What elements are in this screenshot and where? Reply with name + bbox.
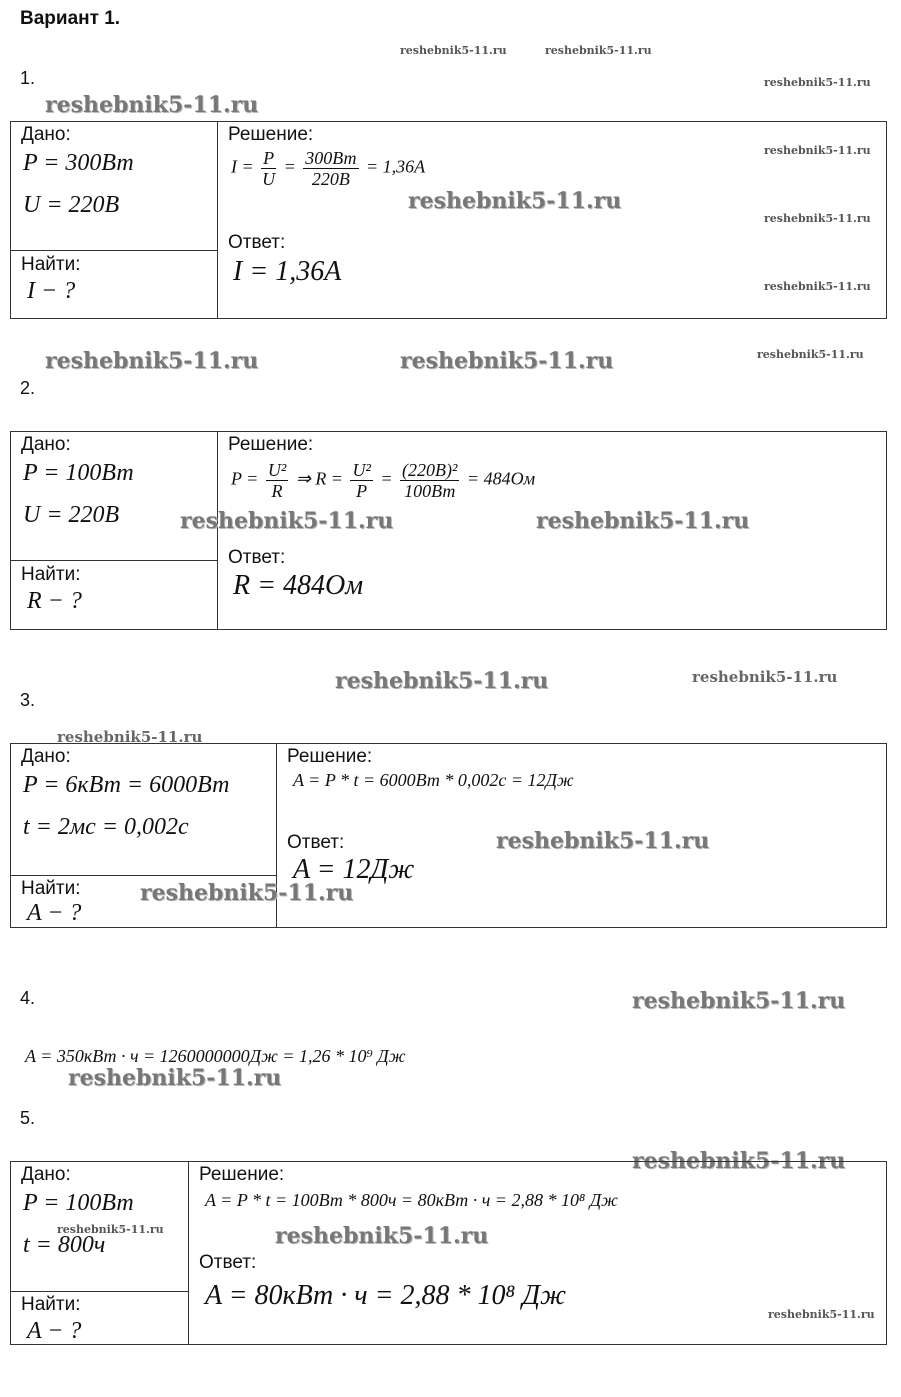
given-value: P = 100Вт (23, 1190, 134, 1216)
watermark: reshebnik5-11.ru (536, 508, 750, 534)
given-value: t = 2мс = 0,002с (23, 814, 189, 840)
given-label: Дано: (21, 746, 71, 767)
watermark: reshebnik5-11.ru (57, 728, 203, 746)
answer-value: R = 484Ом (233, 570, 364, 601)
watermark: reshebnik5-11.ru (45, 348, 259, 374)
problem-number: 4. (20, 988, 36, 1008)
problem-number: 3. (20, 690, 36, 710)
solution-formula: A = P * t = 100Вт * 800ч = 80кВт · ч = 2,88 * 10⁸ Дж (205, 1190, 618, 1210)
watermark: reshebnik5-11.ru (140, 880, 354, 906)
given-value: P = 300Вт (23, 150, 134, 176)
given-value: P = 6кВт = 6000Вт (23, 772, 230, 798)
page-title: Вариант 1. (20, 8, 121, 29)
find-value: R − ? (27, 588, 82, 614)
problem-number: 1. (20, 68, 36, 88)
watermark: reshebnik5-11.ru (496, 828, 710, 854)
solution-label: Решение: (228, 434, 314, 455)
watermark: reshebnik5-11.ru (400, 348, 614, 374)
problem-2-table (10, 431, 887, 630)
answer-label: Ответ: (199, 1252, 257, 1273)
problem-5-table (10, 1161, 887, 1345)
find-label: Найти: (21, 878, 81, 899)
given-label: Дано: (21, 434, 71, 455)
watermark: reshebnik5-11.ru (757, 348, 864, 361)
answer-label: Ответ: (228, 232, 286, 253)
answer-label: Ответ: (228, 547, 286, 568)
watermark: reshebnik5-11.ru (68, 1065, 282, 1091)
watermark: reshebnik5-11.ru (45, 92, 259, 118)
watermark: reshebnik5-11.ru (408, 188, 622, 214)
solution-label: Решение: (287, 746, 373, 767)
watermark: reshebnik5-11.ru (57, 1223, 164, 1236)
watermark: reshebnik5-11.ru (400, 44, 507, 57)
find-label: Найти: (21, 254, 81, 275)
find-value: A − ? (27, 900, 82, 926)
answer-value: A = 12Дж (293, 854, 415, 885)
solution-formula: A = P * t = 6000Вт * 0,002с = 12Дж (293, 770, 574, 790)
watermark: reshebnik5-11.ru (632, 988, 846, 1014)
solution-label: Решение: (199, 1164, 285, 1185)
watermark: reshebnik5-11.ru (764, 212, 871, 225)
solution-formula: P = $\frac{\text{U²}}{R}$ ⇒ R = $\frac{\text{U²}}{P}$ = $\frac{\text{(220В)²}}{100Вт}$ = 484Ом (231, 460, 536, 501)
answer-value: I = 1,36А (233, 256, 342, 287)
watermark: reshebnik5-11.ru (764, 76, 871, 89)
find-label: Найти: (21, 564, 81, 585)
given-value: P = 100Вт (23, 460, 134, 486)
given-value: U = 220В (23, 192, 120, 218)
watermark: reshebnik5-11.ru (180, 508, 394, 534)
watermark: reshebnik5-11.ru (632, 1148, 846, 1174)
solution-formula: I = $\frac{P}{U}$ = $\frac{300Вт}{220В}$ = 1,36А (231, 148, 426, 189)
watermark: reshebnik5-11.ru (764, 144, 871, 157)
given-value: t = 800ч (23, 1232, 106, 1258)
given-label: Дано: (21, 1164, 71, 1185)
answer-label: Ответ: (287, 832, 345, 853)
given-label: Дано: (21, 124, 71, 145)
find-value: I − ? (27, 278, 76, 304)
find-label: Найти: (21, 1294, 81, 1315)
problem-4-formula: A = 350кВт · ч = 1260000000Дж = 1,26 * 10⁹ Дж (25, 1046, 406, 1066)
problem-1-table (10, 121, 887, 319)
find-value: A − ? (27, 1318, 82, 1344)
watermark: reshebnik5-11.ru (768, 1308, 875, 1321)
answer-value: A = 80кВт · ч = 2,88 * 10⁸ Дж (205, 1280, 567, 1311)
watermark: reshebnik5-11.ru (275, 1223, 489, 1249)
watermark: reshebnik5-11.ru (764, 280, 871, 293)
solution-label: Решение: (228, 124, 314, 145)
watermark: reshebnik5-11.ru (335, 668, 549, 694)
problem-number: 2. (20, 378, 36, 398)
watermark: reshebnik5-11.ru (545, 44, 652, 57)
given-value: U = 220В (23, 502, 120, 528)
problem-number: 5. (20, 1108, 36, 1128)
watermark: reshebnik5-11.ru (692, 668, 838, 686)
